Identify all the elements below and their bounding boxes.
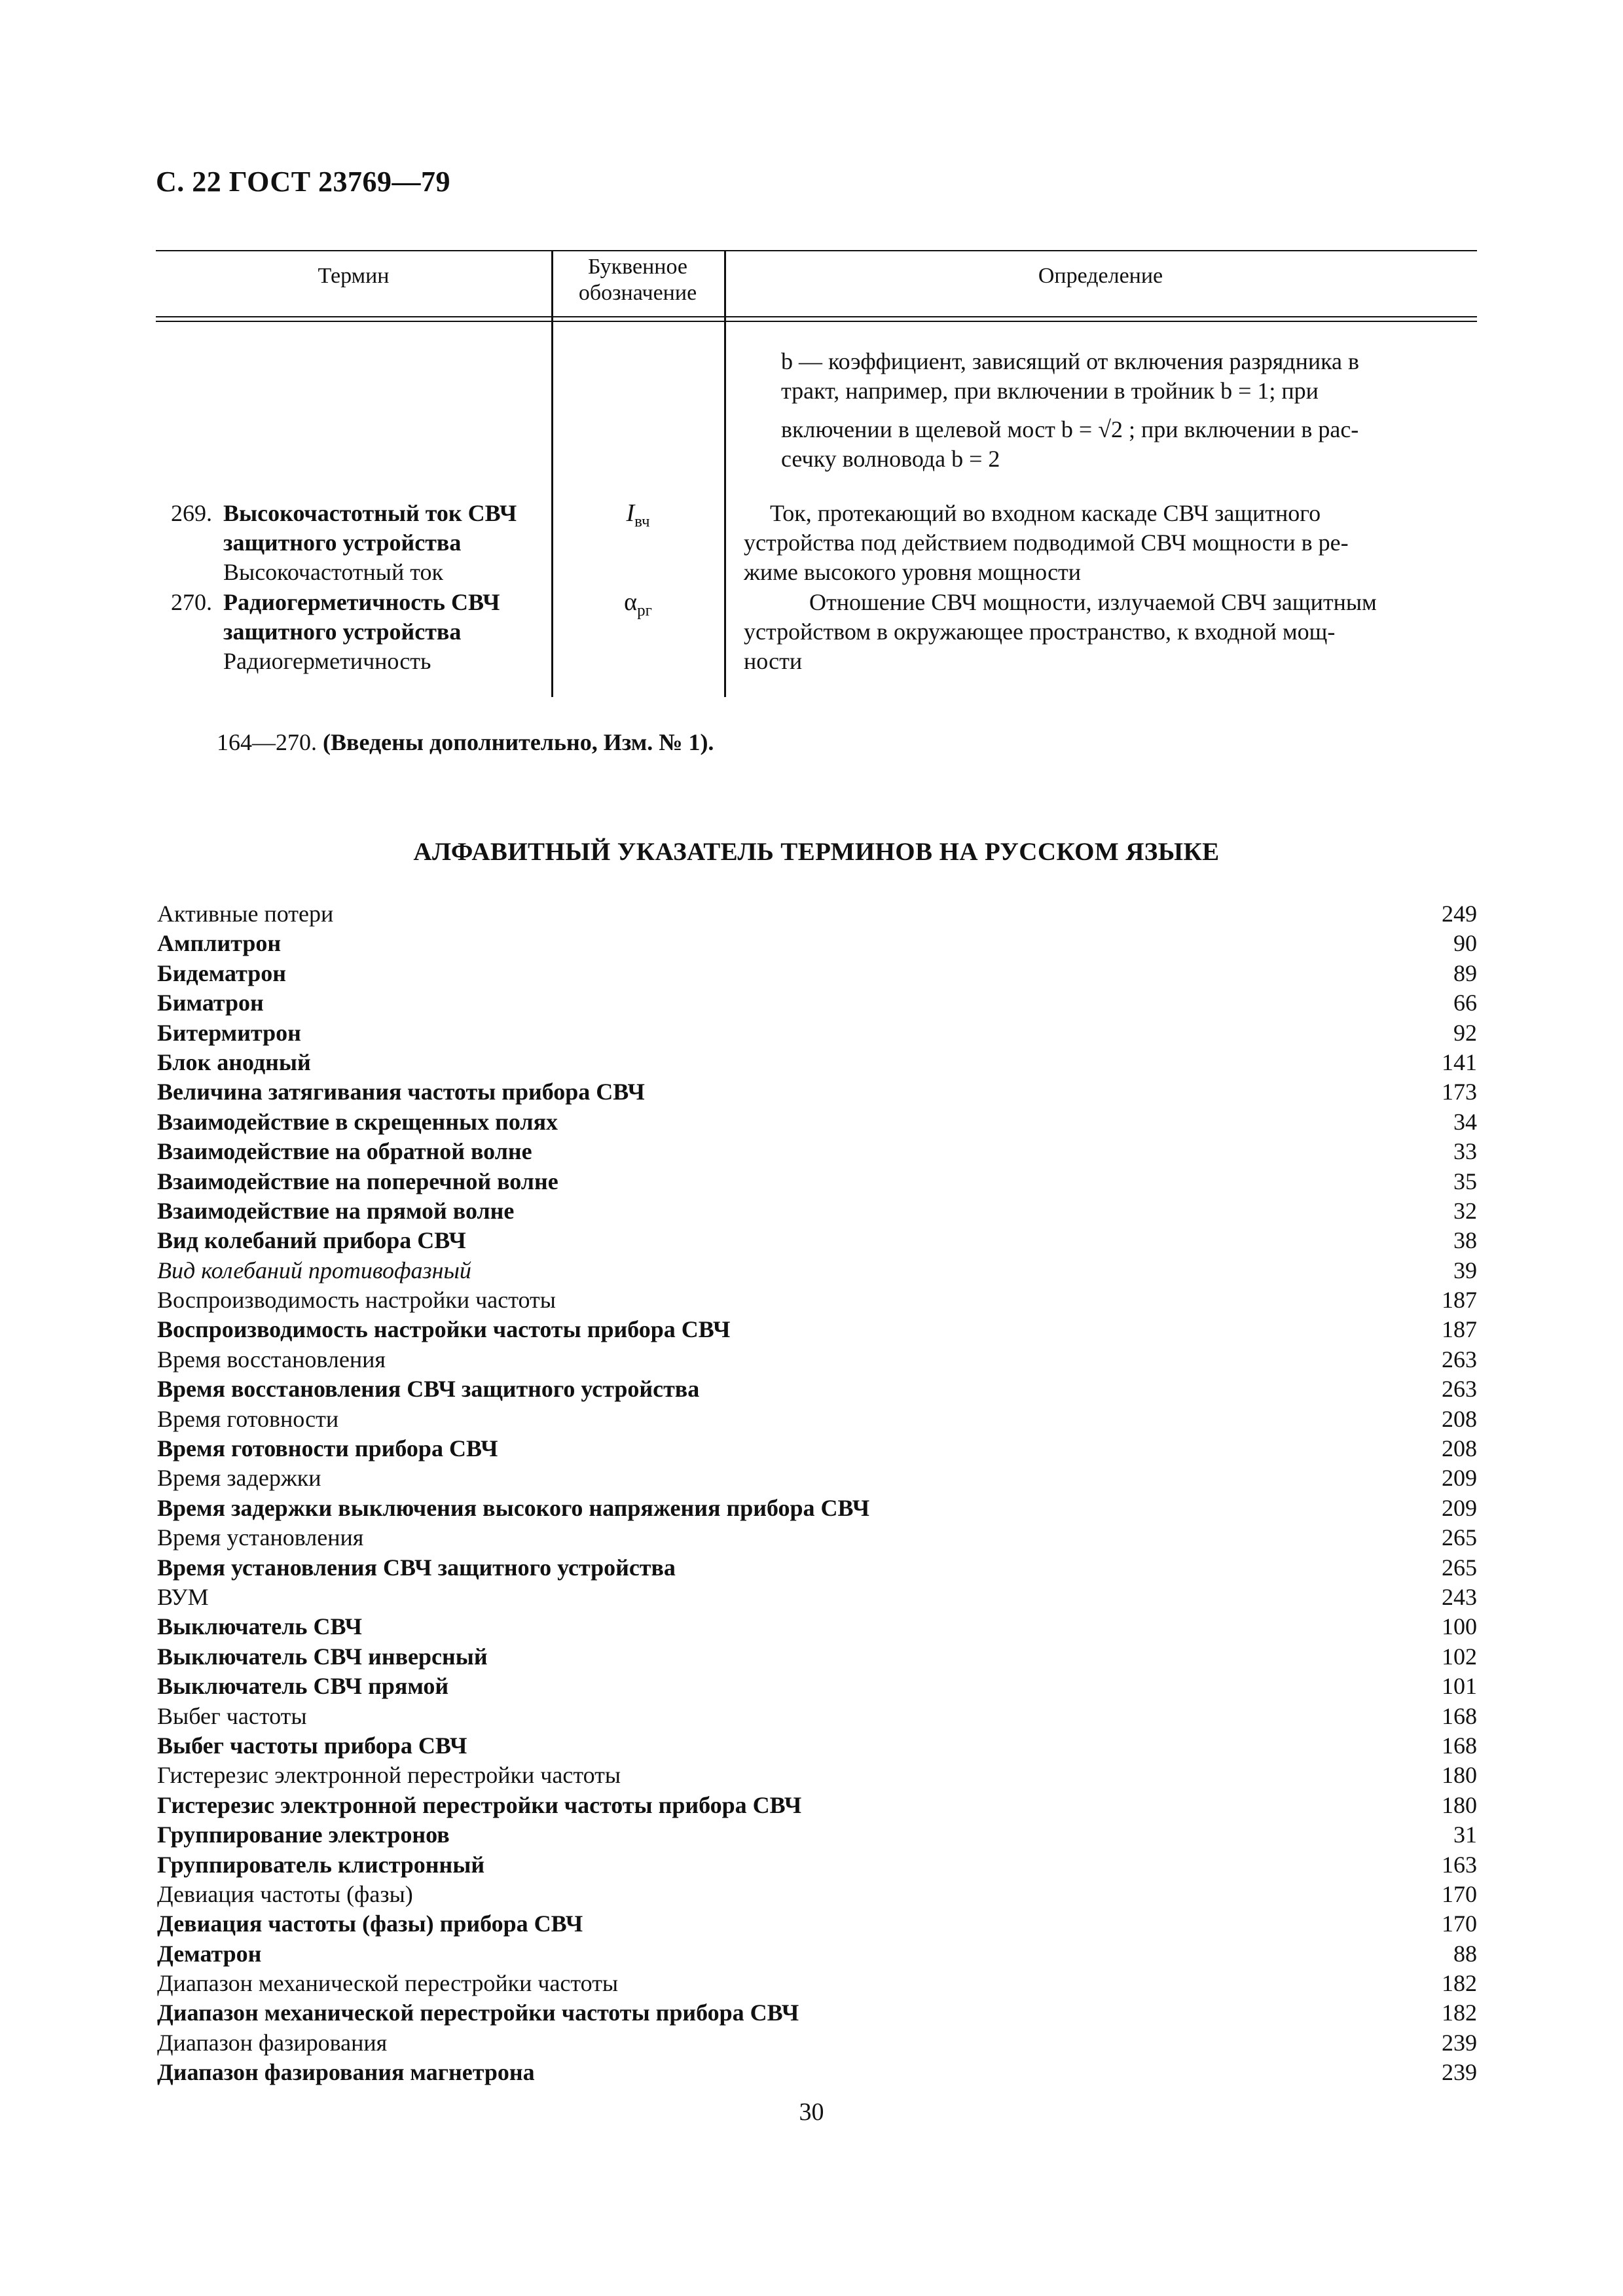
index-page-ref: 168 [1442,1702,1477,1729]
index-entry [157,1167,1477,1196]
index-title: АЛФАВИТНЫЙ УКАЗАТЕЛЬ ТЕРМИНОВ НА РУССКОМ ЯЗЫКЕ [413,838,1220,866]
amendment-range: 164—270. [217,729,317,755]
symbol-letter: α [624,588,638,616]
index-page-ref: 173 [1442,1079,1477,1105]
index-page-ref: 88 [1453,1940,1477,1967]
index-term: Блок анодный [157,1049,311,1075]
index-term: ВУМ [157,1583,209,1610]
index-entry [157,1137,1477,1166]
index-entry [157,1226,1477,1255]
index-page-ref: 34 [1453,1108,1477,1135]
index-entry [157,1107,1477,1137]
symbol-letter: I [626,499,635,527]
index-term: Диапазон механической перестройки частоты [157,1970,619,1997]
index-page-ref: 90 [1453,930,1477,957]
index-page-ref: 163 [1442,1851,1477,1878]
index-term: Выбег частоты [157,1702,307,1729]
index-term: Воспроизводимость настройки частоты [157,1287,556,1314]
index-term: Девиация частоты (фазы) прибора СВЧ [157,1910,583,1937]
index-page-ref: 180 [1442,1762,1477,1789]
index-term: Время готовности прибора СВЧ [157,1435,498,1462]
index-term: Битермитрон [157,1019,301,1046]
index-page-ref: 263 [1442,1346,1477,1372]
index-entry [157,1612,1477,1641]
index-term: Диапазон фазирования [157,2029,388,2056]
index-page-ref: 265 [1442,1554,1477,1581]
index-page-ref: 239 [1442,2029,1477,2056]
index-term: Амплитрон [157,930,282,957]
symbol-subscript: рг [637,601,652,620]
page-number: 30 [799,2098,824,2126]
index-page-ref: 66 [1453,990,1477,1016]
index-page-ref: 263 [1442,1376,1477,1403]
index-entry [157,929,1477,958]
table-column-divider [551,250,553,697]
index-entry [157,1256,1477,1285]
index-entry [157,1731,1477,1761]
index-page-ref: 31 [1453,1821,1477,1848]
index-entry [157,899,1477,929]
index-term: Выключатель СВЧ прямой [157,1673,449,1700]
index-entry [157,1018,1477,1048]
index-term: Дематрон [157,1940,262,1967]
index-term: Величина затягивания частоты прибора СВЧ [157,1079,645,1105]
index-entry [157,1850,1477,1880]
index-term: Время восстановления [157,1346,386,1372]
alphabetical-index [157,899,1477,2088]
index-term: Диапазон механической перестройки частоты прибора СВЧ [157,2000,799,2026]
index-entry [157,1761,1477,1790]
index-entry [157,1315,1477,1344]
index-entry [157,1642,1477,1672]
index-term: Взаимодействие на поперечной волне [157,1168,558,1194]
index-entry [157,1820,1477,1850]
index-page-ref: 170 [1442,1880,1477,1907]
index-entry [157,1672,1477,1701]
page-header: С. 22 ГОСТ 23769—79 [156,166,451,198]
index-term: Диапазон фазирования магнетрона [157,2059,535,2086]
index-entry [157,1909,1477,1939]
index-entry [157,1939,1477,1969]
index-page-ref: 92 [1453,1019,1477,1046]
index-page-ref: 38 [1453,1227,1477,1254]
index-term: Выключатель СВЧ инверсный [157,1643,488,1670]
index-term: Бидематрон [157,960,286,986]
index-entry [157,1583,1477,1612]
term-short-form: Высокочастотный ток [223,559,443,585]
term-short-form: Радиогерметичность [223,648,431,674]
term-name: Радиогерметичность СВЧ [223,589,500,615]
index-page-ref: 100 [1442,1613,1477,1640]
index-entry [157,1998,1477,2028]
symbol-269 [551,499,725,531]
index-term: Время готовности [157,1405,339,1432]
index-term: Группирователь клистронный [157,1851,485,1878]
definition-line: жиме высокого уровня мощности [744,559,1082,585]
definition-269 [744,499,1472,587]
table-header-rule-2 [156,321,1477,322]
index-term: Время задержки выключения высокого напряжения прибора СВЧ [157,1494,870,1521]
index-page-ref: 243 [1442,1583,1477,1610]
index-term: Гистерезис электронной перестройки частоты прибора СВЧ [157,1791,802,1818]
table-header-rule [156,316,1477,317]
index-page-ref: 141 [1442,1049,1477,1075]
symbol-270 [551,588,725,620]
index-entry [157,959,1477,988]
term-269 [223,499,551,587]
index-page-ref: 209 [1442,1465,1477,1492]
index-page-ref: 265 [1442,1524,1477,1551]
column-header-term: Термин [318,264,390,288]
index-page-ref: 170 [1442,1910,1477,1937]
index-entry [157,1494,1477,1523]
index-term: Группирование электронов [157,1821,450,1848]
index-term: Время восстановления СВЧ защитного устройства [157,1376,700,1403]
index-term: Воспроизводимость настройки частоты прибора СВЧ [157,1316,731,1343]
terms-table [156,250,1477,697]
index-entry [157,1048,1477,1077]
index-page-ref: 33 [1453,1138,1477,1165]
index-page-ref: 89 [1453,960,1477,986]
index-page-ref: 32 [1453,1197,1477,1224]
definition-line: Ток, протекающий во входном каскаде СВЧ защитного [770,500,1321,526]
index-entry [157,1285,1477,1315]
definition-line: устройством в окружающее пространство, к входной мощ- [744,619,1336,645]
index-page-ref: 168 [1442,1732,1477,1759]
index-page-ref: 182 [1442,1970,1477,1997]
definition-line: ности [744,648,803,674]
table-top-rule [156,250,1477,251]
table-column-divider [724,250,726,697]
term-name: защитного устройства [223,619,462,645]
amendment-note [217,728,714,756]
amendment-text: (Введены дополнительно, Изм. № 1). [323,729,714,755]
index-term: Взаимодействие на обратной волне [157,1138,532,1165]
index-term: Вид колебаний прибора СВЧ [157,1227,466,1254]
index-page-ref: 239 [1442,2059,1477,2086]
index-entry [157,1077,1477,1107]
index-term: Гистерезис электронной перестройки частоты [157,1762,621,1789]
index-entry [157,1791,1477,1820]
index-page-ref: 180 [1442,1791,1477,1818]
index-term: Девиация частоты (фазы) [157,1880,413,1907]
index-page-ref: 187 [1442,1316,1477,1343]
symbol-subscript: вч [634,512,650,531]
index-page-ref: 208 [1442,1435,1477,1462]
index-entry [157,1523,1477,1552]
index-term: Вид колебаний противофазный [157,1257,471,1283]
definition-270 [744,588,1472,676]
column-header-definition: Определение [1038,264,1163,288]
definition-line: сечку волновода b = 2 [781,446,1000,472]
index-entry [157,988,1477,1018]
term-name: Высокочастотный ток СВЧ [223,500,517,526]
term-number: 270. [171,589,212,615]
index-page-ref: 187 [1442,1287,1477,1314]
index-term: Выбег частоты прибора СВЧ [157,1732,467,1759]
index-entry [157,1196,1477,1226]
index-page-ref: 209 [1442,1494,1477,1521]
definition-line: включении в щелевой мост b = √2 ; при включении в рас- [781,416,1359,442]
index-term: Выключатель СВЧ [157,1613,363,1640]
index-term: Время установления [157,1524,364,1551]
term-number: 269. [171,500,212,526]
index-page-ref: 102 [1442,1643,1477,1670]
index-entry [157,2058,1477,2087]
index-page-ref: 249 [1442,901,1477,927]
term-270 [223,588,551,676]
definition-line: Отношение СВЧ мощности, излучаемой СВЧ защитным [809,589,1377,615]
index-entry [157,1969,1477,1998]
definition-line: тракт, например, при включении в тройник b = 1; при [781,378,1319,404]
index-entry [157,1702,1477,1731]
index-term: Взаимодействие на прямой волне [157,1197,515,1224]
term-name: защитного устройства [223,529,462,556]
index-entry [157,1345,1477,1374]
index-entry [157,1463,1477,1493]
index-page-ref: 39 [1453,1257,1477,1283]
index-term: Время установления СВЧ защитного устройства [157,1554,676,1581]
column-header-symbol: Буквенное обозначение [578,255,697,305]
index-term: Взаимодействие в скрещенных полях [157,1108,558,1135]
definition-line: устройства под действием подводимой СВЧ мощности в ре- [744,529,1349,556]
index-term: Время задержки [157,1465,321,1492]
index-term: Биматрон [157,990,264,1016]
index-page-ref: 101 [1442,1673,1477,1700]
index-entry [157,2028,1477,2058]
index-entry [157,1405,1477,1434]
index-term: Активные потери [157,901,334,927]
index-page-ref: 35 [1453,1168,1477,1194]
definition-continuation [781,347,1472,474]
definition-line: b — коэффициент, зависящий от включения разрядника в [781,348,1360,374]
index-entry [157,1434,1477,1463]
index-page-ref: 208 [1442,1405,1477,1432]
index-entry [157,1880,1477,1909]
index-entry [157,1553,1477,1583]
index-entry [157,1374,1477,1404]
index-page-ref: 182 [1442,2000,1477,2026]
